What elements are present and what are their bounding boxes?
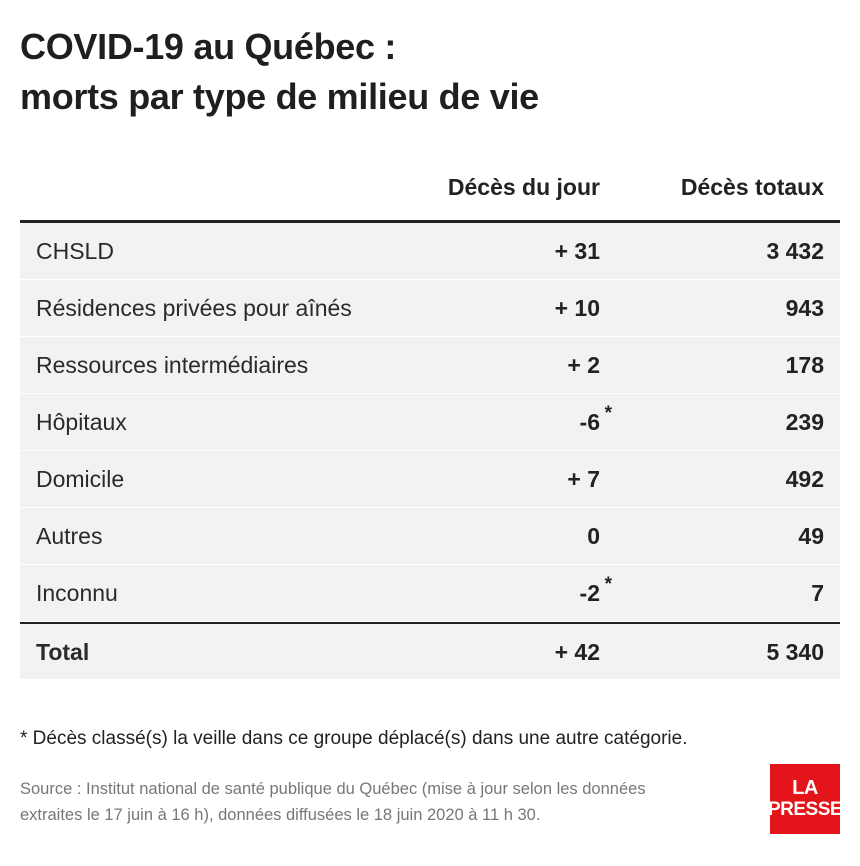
row-day-value (567, 337, 600, 393)
footnote: * Décès classé(s) la veille dans ce groupe déplacé(s) dans une autre catégorie. (20, 728, 688, 749)
logo-line-2: PRESSE (767, 799, 843, 820)
row-label: CHSLD (36, 238, 114, 264)
source-note (20, 776, 740, 828)
row-day-value (555, 223, 600, 279)
logo-line-1: LA (792, 777, 818, 799)
row-day-number: + 2 (567, 352, 600, 378)
table-row (20, 508, 840, 565)
row-day-asterisk: * (604, 574, 612, 595)
la-presse-logo (767, 764, 843, 834)
row-total-value: 3 432 (766, 238, 824, 264)
total-row-label: Total (36, 639, 90, 665)
table-row (20, 565, 840, 622)
table-row (20, 394, 840, 451)
row-total-value: 7 (811, 580, 824, 606)
row-total-value: 49 (798, 523, 824, 549)
row-label: Inconnu (36, 580, 118, 606)
row-day-value (579, 394, 612, 450)
row-total-value: 178 (785, 352, 824, 378)
row-total-value: 943 (785, 295, 824, 321)
row-label: Hôpitaux (36, 409, 127, 435)
row-day-number: 0 (587, 523, 600, 549)
table-row (20, 451, 840, 508)
row-day-value (567, 451, 600, 507)
row-total-value: 239 (785, 409, 824, 435)
total-row-total-value: 5 340 (766, 639, 824, 665)
row-day-number: + 31 (554, 238, 600, 264)
source-line-2: extraites le 17 juin à 16 h), données diffusées le 18 juin 2020 à 11 h 30. (20, 806, 541, 824)
table-header (20, 164, 840, 223)
table-row-total (20, 622, 840, 680)
table-row (20, 337, 840, 394)
row-day-number: -6 (579, 409, 600, 435)
title-line-1: COVID-19 au Québec : (20, 26, 397, 67)
total-row-day-value: + 42 (554, 639, 600, 665)
column-header-day: Décès du jour (447, 174, 600, 200)
table-row (20, 280, 840, 337)
row-day-number: -2 (579, 580, 600, 606)
table-row (20, 223, 840, 280)
row-day-value (579, 565, 612, 621)
row-label: Autres (36, 523, 103, 549)
table-body (20, 223, 840, 622)
row-day-number: + 10 (554, 295, 600, 321)
row-label: Résidences privées pour aînés (36, 295, 352, 321)
chart-title (20, 22, 840, 122)
row-day-value (555, 280, 600, 336)
row-label: Domicile (36, 466, 125, 492)
row-label: Ressources intermédiaires (36, 352, 309, 378)
source-line-1: Source : Institut national de santé publique du Québec (mise à jour selon les données (20, 780, 646, 798)
row-total-value: 492 (785, 466, 824, 492)
row-day-value (587, 508, 600, 564)
column-header-total: Décès totaux (680, 174, 824, 200)
deaths-table (20, 164, 840, 680)
row-day-number: + 7 (567, 466, 600, 492)
row-day-asterisk: * (604, 403, 612, 424)
title-line-2: morts par type de milieu de vie (20, 76, 539, 117)
